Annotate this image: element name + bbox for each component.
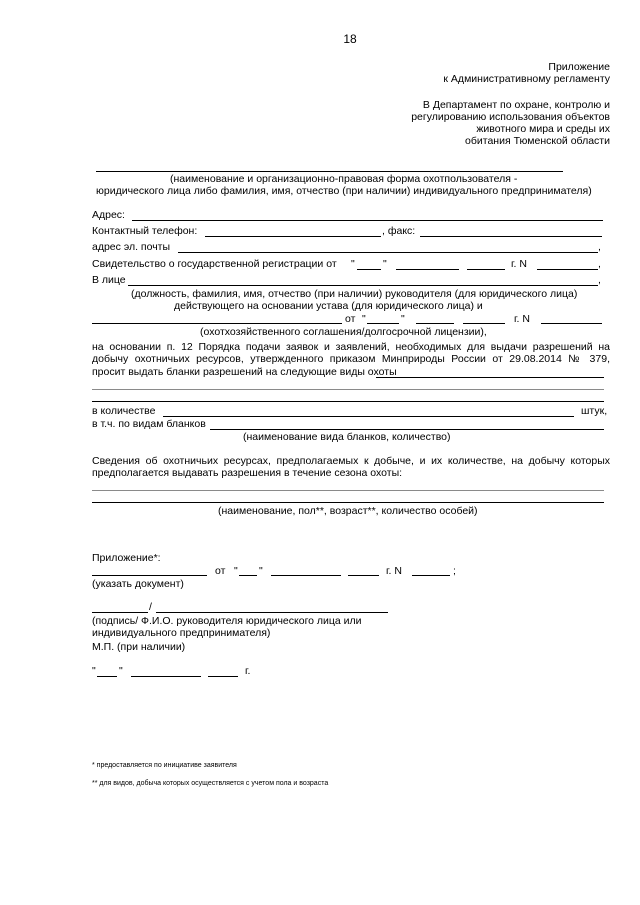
stamp-label: М.П. (при наличии): [92, 641, 186, 653]
date-month-field[interactable]: [131, 676, 201, 677]
attachment-year-n: г. N: [386, 565, 402, 577]
attachment-semicolon: ;: [453, 565, 456, 577]
date-year-field[interactable]: [208, 676, 238, 677]
resources-field-2[interactable]: [92, 502, 604, 503]
email-comma: ,: [598, 241, 601, 253]
quantity-field[interactable]: [163, 416, 574, 417]
signature-hint-1: (подпись/ Ф.И.О. руководителя юридического лица или: [92, 615, 362, 627]
representative-field[interactable]: [128, 285, 598, 286]
certificate-year-n: г. N: [511, 258, 527, 270]
attachment-hint: (указать документ): [92, 578, 184, 590]
fax-field[interactable]: [420, 236, 602, 237]
blank-types-label: в т.ч. по видам бланков: [92, 418, 206, 430]
hunting-types-line-2[interactable]: [92, 389, 604, 390]
agreement-month-field[interactable]: [416, 323, 454, 324]
agreement-year-n: г. N: [514, 313, 530, 325]
attachment-year-field[interactable]: [348, 575, 379, 576]
hunting-types-field[interactable]: [376, 377, 604, 378]
resources-hint: (наименование, пол**, возраст**, количество особей): [218, 505, 478, 517]
signer-name-field[interactable]: [156, 612, 388, 613]
attachment-label: Приложение*:: [92, 552, 161, 564]
address-label: Адрес:: [92, 209, 125, 221]
certificate-number-field[interactable]: [537, 269, 598, 270]
agreement-quote-open: ": [362, 313, 366, 325]
phone-field[interactable]: [205, 236, 381, 237]
email-field[interactable]: [178, 252, 598, 253]
quantity-label: в количестве: [92, 405, 156, 417]
request-line-1: на основании п. 12 Порядка подачи заявок и заявлений, необходимых для выдачи разрешений на: [92, 341, 610, 353]
blank-types-field[interactable]: [210, 429, 604, 430]
date-year-suffix: г.: [245, 665, 251, 677]
attachment-day-field[interactable]: [239, 575, 257, 576]
appendix-reference: к Административному регламенту: [443, 73, 610, 85]
date-day-field[interactable]: [97, 676, 117, 677]
certificate-year-field[interactable]: [467, 269, 505, 270]
certificate-label: Свидетельство о государственной регистрации от: [92, 258, 337, 270]
signature-slash: /: [149, 601, 152, 613]
date-quote-open: ": [92, 665, 96, 677]
phone-label: Контактный телефон:: [92, 225, 198, 237]
applicant-hint-1: (наименование и организационно-правовая форма охотпользователя -: [170, 173, 518, 185]
blank-types-hint: (наименование вида бланков, количество): [243, 431, 451, 443]
addressee-line-3: животного мира и среды их: [476, 123, 610, 135]
attachment-month-field[interactable]: [271, 575, 341, 576]
certificate-quote-open: ": [351, 258, 355, 270]
attachment-document-field[interactable]: [92, 575, 207, 576]
representative-hint-1: (должность, фамилия, имя, отчество (при наличии) руководителя (для юридического лица): [131, 288, 578, 300]
agreement-ot: от: [345, 313, 356, 325]
attachment-quote-close: ": [259, 565, 263, 577]
representative-comma: ,: [598, 274, 601, 286]
addressee-line-4: обитания Тюменской области: [465, 135, 610, 147]
resources-field-1[interactable]: [92, 490, 604, 491]
date-quote-close: ": [119, 665, 123, 677]
attachment-quote-open: ": [234, 565, 238, 577]
certificate-comma: ,: [598, 258, 601, 270]
agreement-number-field[interactable]: [541, 323, 602, 324]
appendix-title: Приложение: [548, 61, 610, 73]
agreement-hint: (охотхозяйственного соглашения/долгосрочной лицензии),: [200, 326, 487, 338]
signature-field[interactable]: [92, 612, 148, 613]
attachment-number-field[interactable]: [412, 575, 450, 576]
signature-hint-2: индивидуального предпринимателя): [92, 627, 271, 639]
page-number: 18: [343, 32, 357, 46]
resources-line-2: предполагается выдавать разрешения в течение сезона охоты:: [92, 467, 403, 479]
email-label: адрес эл. почты: [92, 241, 171, 253]
certificate-month-field[interactable]: [396, 269, 459, 270]
addressee-line-1: В Департамент по охране, контролю и: [422, 99, 610, 111]
address-field[interactable]: [132, 220, 603, 221]
representative-hint-2: действующего на основании устава (для юридического лица) и: [174, 300, 483, 312]
request-line-3: просит выдать бланки разрешений на следующие виды охоты: [92, 366, 397, 378]
quantity-unit: штук,: [581, 405, 608, 417]
footnote-2: ** для видов, добыча которых осуществляется с учетом пола и возраста: [92, 780, 329, 787]
certificate-quote-close: ": [383, 258, 387, 270]
applicant-name-field[interactable]: [96, 171, 563, 172]
agreement-field[interactable]: [92, 323, 342, 324]
in-person-label: В лице: [92, 274, 126, 286]
addressee-line-2: регулированию использования объектов: [411, 111, 610, 123]
attachment-ot: от: [215, 565, 226, 577]
request-line-2: добычу охотничьих ресурсов, утвержденного приказом Минприроды России от 29.08.2014 № 379,: [92, 353, 610, 365]
agreement-year-field[interactable]: [463, 323, 505, 324]
certificate-day-field[interactable]: [357, 269, 381, 270]
agreement-day-field[interactable]: [367, 323, 399, 324]
agreement-quote-close: ": [401, 313, 405, 325]
footnote-1: * предоставляется по инициативе заявителя: [92, 762, 237, 769]
fax-label: , факс:: [382, 225, 416, 237]
resources-line-1: Сведения об охотничьих ресурсах, предполагаемых к добыче, и их количестве, на добычу которых: [92, 455, 610, 467]
hunting-types-line-3[interactable]: [92, 401, 604, 402]
applicant-hint-2: юридического лица либо фамилия, имя, отчество (при наличии) индивидуального предпринимателя): [96, 185, 592, 197]
